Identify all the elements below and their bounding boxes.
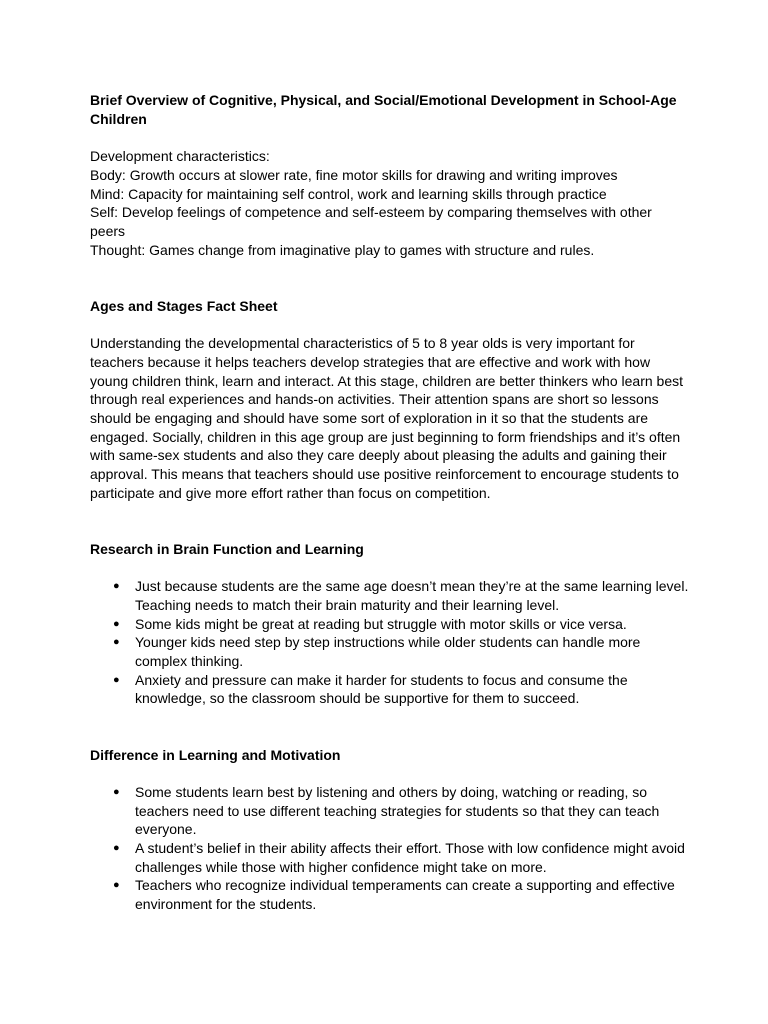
list-item-text: Teachers who recognize individual temperaments can create a supporting and effective environment for the students. — [135, 877, 675, 913]
list-item — [90, 633, 690, 670]
characteristic-thought: Thought: Games change from imaginative play to games with structure and rules. — [90, 241, 595, 258]
bullet-icon: ● — [113, 879, 120, 892]
bullet-icon: ● — [113, 842, 120, 855]
spacer — [90, 559, 690, 578]
document-page — [90, 91, 690, 914]
list-item-text: Just because students are the same age doesn’t mean they’re at the same learning level. Teaching needs to match their brain maturity and their learning level. — [135, 578, 689, 613]
section-heading-brain-research: Research in Brain Function and Learning — [90, 540, 364, 557]
list-item — [90, 671, 690, 708]
spacer — [90, 708, 690, 745]
spacer — [90, 502, 690, 539]
list-item-text: A student’s belief in their ability affects their effort. Those with low confidence might avoid challenges while those with higher confidence might take on more. — [135, 840, 685, 875]
list-item-text: Younger kids need step by step instructions while older students can handle more complex thinking. — [135, 634, 641, 670]
list-item — [90, 577, 690, 614]
spacer — [90, 315, 690, 334]
list-item — [90, 615, 690, 634]
characteristic-self: Self: Develop feelings of competence and self-esteem by comparing themselves with other peers — [90, 204, 652, 239]
bullet-icon: ● — [113, 673, 120, 686]
bullet-icon: ● — [113, 617, 120, 630]
characteristic-mind: Mind: Capacity for maintaining self control, work and learning skills through practice — [90, 185, 607, 202]
bullet-icon: ● — [113, 636, 120, 649]
spacer — [90, 764, 690, 783]
list-item — [90, 839, 690, 876]
characteristics-intro: Development characteristics: — [90, 148, 270, 165]
list-item-text: Some kids might be great at reading but struggle with motor skills or vice versa. — [135, 615, 627, 632]
list-item-text: Some students learn best by listening and others by doing, watching or reading, so teachers need to use different teaching strategies for students so that they can teach everyone. — [135, 783, 660, 838]
section-heading-learning-motivation: Difference in Learning and Motivation — [90, 746, 341, 763]
list-item — [90, 783, 690, 839]
learning-motivation-list — [90, 783, 690, 914]
spacer — [90, 259, 690, 296]
ages-stages-paragraph: Understanding the developmental characteristics of 5 to 8 year olds is very important for teachers because it helps teachers develop strategies that are effective and work with how young children think, learn and interact. At this stage, children are better thinkers who learn best through real experiences and hands-on activities. Their attention spans are short so lessons should be engaging and should have some sort of exploration in it so that the students are engaged. Socially, children in this age group are just beginning to form friendships and it’s often with same-sex students and also they care deeply about pleasing the adults and gaining their approval. This means that teachers should use positive reinforcement to encourage students to participate and give more effort rather than focus on competition. — [90, 335, 684, 501]
brain-research-list — [90, 577, 690, 708]
spacer — [90, 128, 690, 147]
characteristic-body: Body: Growth occurs at slower rate, fine motor skills for drawing and writing improves — [90, 166, 618, 183]
bullet-icon: ● — [113, 580, 120, 593]
bullet-icon: ● — [113, 785, 120, 798]
section-heading-ages-stages: Ages and Stages Fact Sheet — [90, 297, 278, 314]
list-item — [90, 876, 690, 913]
list-item-text: Anxiety and pressure can make it harder for students to focus and consume the knowledge, so the classroom should be supportive for them to succeed. — [135, 671, 628, 707]
document-title: Brief Overview of Cognitive, Physical, and Social/Emotional Development in School-Age Children — [90, 92, 677, 127]
development-characteristics — [90, 147, 690, 259]
